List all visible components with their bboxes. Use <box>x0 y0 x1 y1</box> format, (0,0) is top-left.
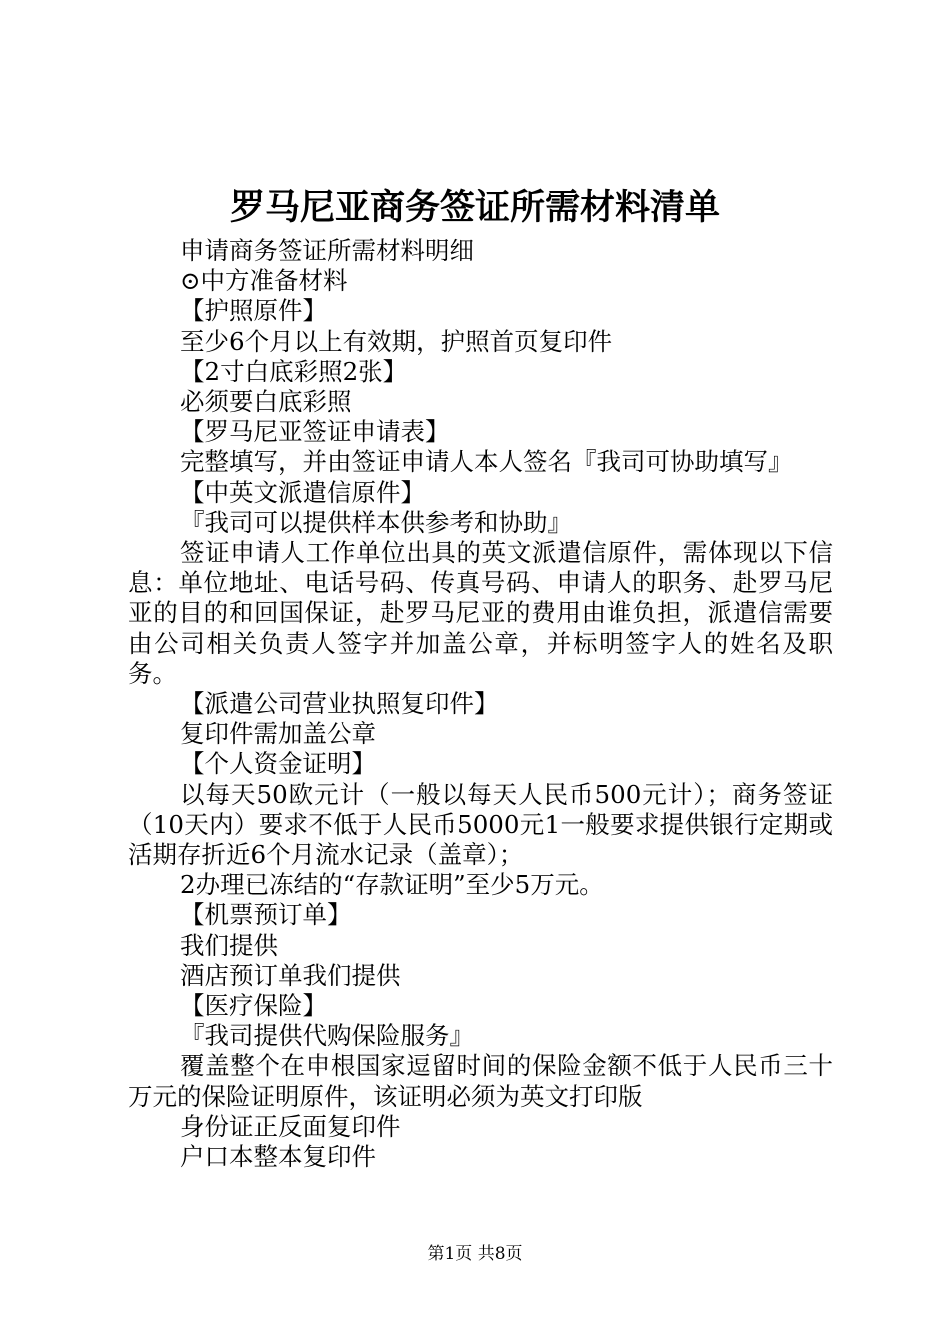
document-title: 罗马尼亚商务签证所需材料清单 <box>229 187 720 228</box>
item-note-medical-insurance: 『我司提供代购保险服务』 <box>180 1021 474 1051</box>
item-id-card-copy: 身份证正反面复印件 <box>180 1111 401 1141</box>
section-intro: 申请商务签证所需材料明细 <box>180 236 474 265</box>
item-heading-funds-proof: 【个人资金证明】 <box>180 749 376 779</box>
item-detail-application-form: 完整填写，并由签证申请人本人签名『我司可协助填写』 <box>180 447 793 477</box>
item-note-dispatch-letter: 『我司可以提供样本供参考和协助』 <box>180 507 572 537</box>
item-heading-dispatch-letter: 【中英文派遣信原件】 <box>180 477 425 507</box>
item-detail-flight-booking: 我们提供 <box>180 930 278 960</box>
item-heading-passport: 【护照原件】 <box>180 296 327 326</box>
item-heading-medical-insurance: 【医疗保险】 <box>180 991 327 1021</box>
item-detail-deposit-certificate: 2办理已冻结的“存款证明”至少5万元。 <box>180 870 604 900</box>
item-detail-funds-proof: 以每天50欧元计（一般以每天人民币500元计）；商务签证（10天内）要求不低于人民币5000元1一般要求提供银行定期或活期存折近6个月流水记录（盖章）； <box>128 779 833 870</box>
item-household-register-copy: 户口本整本复印件 <box>180 1142 376 1172</box>
item-detail-dispatch-letter: 签证申请人工作单位出具的英文派遣信原件，需体现以下信息：单位地址、电话号码、传真号码、申请人的职务、赴罗马尼亚的目的和回国保证，赴罗马尼亚的费用由谁负担，派遣信需要由公司相关负责人签字并加盖公章，并标明签字人的姓名及职务。 <box>128 538 833 688</box>
item-heading-application-form: 【罗马尼亚签证申请表】 <box>180 417 450 447</box>
item-heading-photos: 【2寸白底彩照2张】 <box>180 356 408 386</box>
item-heading-business-license: 【派遣公司营业执照复印件】 <box>180 689 499 719</box>
item-hotel-booking: 酒店预订单我们提供 <box>180 960 401 990</box>
item-detail-medical-insurance: 覆盖整个在申根国家逗留时间的保险金额不低于人民币三十万元的保险证明原件，该证明必须为英文打印版 <box>128 1051 833 1111</box>
page-number-footer: 第1页 共8页 <box>427 1244 523 1264</box>
item-detail-passport: 至少6个月以上有效期，护照首页复印件 <box>180 326 613 356</box>
item-heading-flight-booking: 【机票预订单】 <box>180 900 352 930</box>
item-detail-business-license: 复印件需加盖公章 <box>180 719 376 749</box>
section-heading-chinese-materials: ⊙中方准备材料 <box>180 266 348 296</box>
document-body <box>128 236 833 1172</box>
item-detail-photos: 必须要白底彩照 <box>180 387 352 417</box>
